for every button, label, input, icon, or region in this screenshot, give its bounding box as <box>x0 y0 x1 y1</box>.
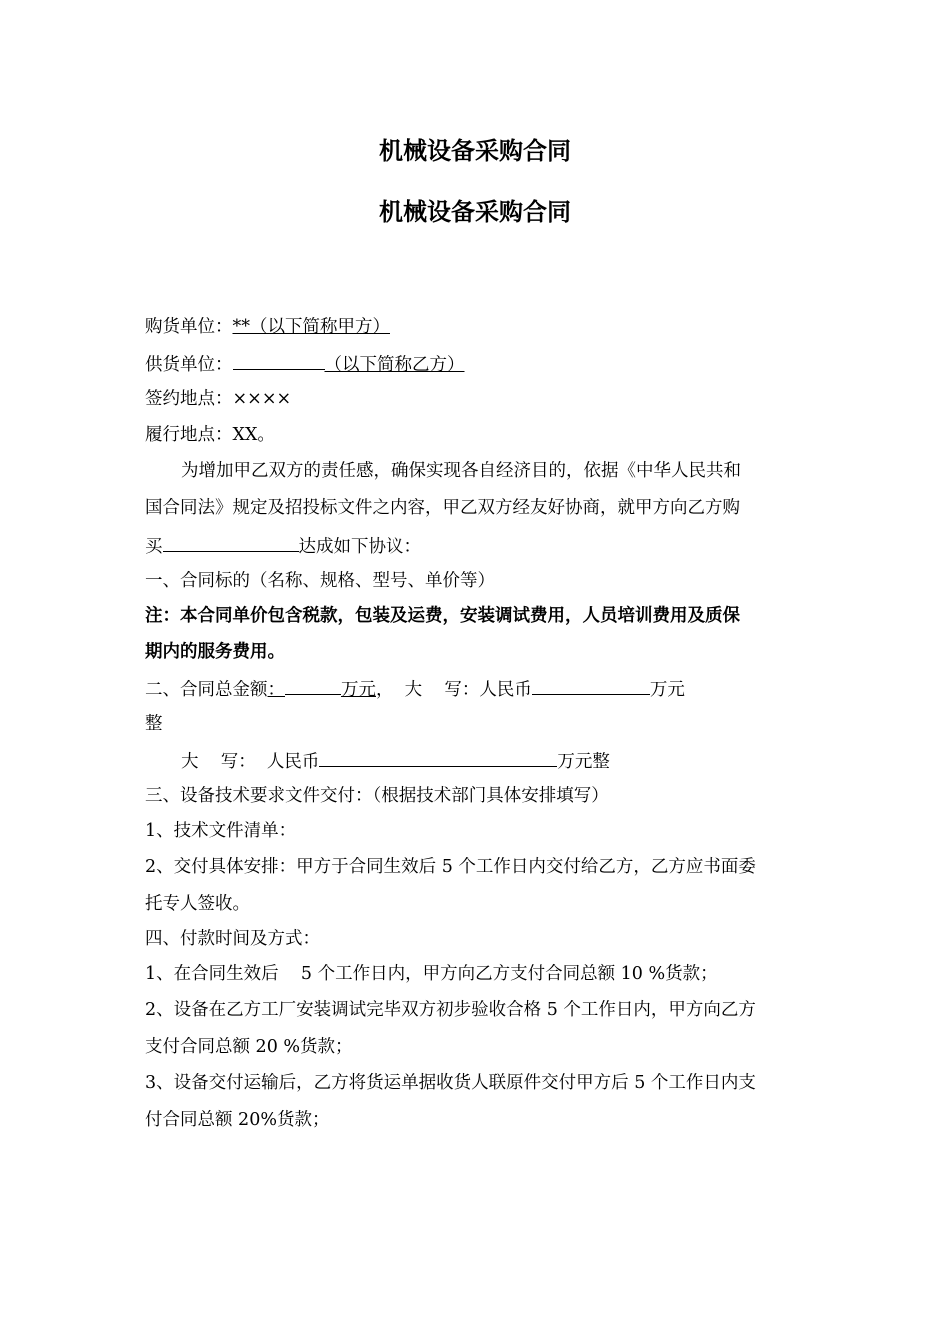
buyer-line <box>145 316 815 338</box>
amount-words-blank <box>532 677 650 695</box>
intro-line-2: 国合同法》规定及招投标文件之内容，甲乙双方经友好协商，就甲方向乙方购 <box>145 498 740 518</box>
perform-place: 履行地点：XX。 <box>145 425 275 445</box>
section-4-heading: 四、付款时间及方式： <box>145 929 320 949</box>
payment-3-line-2: 付合同总额 20%货款； <box>145 1110 330 1130</box>
amount-blank <box>285 677 341 695</box>
intro-line-3: 买 达成如下协议： <box>145 534 815 558</box>
supplier-label: 供货单位： <box>145 355 233 375</box>
buyer-value: **（以下简称甲方） <box>232 317 390 337</box>
payment-1: 1、在合同生效后 5 个工作日内，甲方向乙方支付合同总额 10 %货款； <box>145 964 718 984</box>
payment-2-line-1: 2、设备在乙方工厂安装调试完毕双方初步验收合格 5 个工作日内，甲方向乙方 <box>145 1000 756 1020</box>
supplier-blank <box>233 352 325 370</box>
supplier-line <box>145 352 815 376</box>
section-1-heading: 一、合同标的（名称、规格、型号、单价等） <box>145 571 495 591</box>
daxie-blank <box>319 749 557 767</box>
payment-3-line-1: 3、设备交付运输后，乙方将货运单据收货人联原件交付甲方后 5 个工作日内支 <box>145 1073 756 1093</box>
section-2-continued: 整 <box>145 714 163 734</box>
buyer-label: 购货单位： <box>145 317 233 337</box>
purchase-item-blank <box>163 534 299 552</box>
section-3-heading: 三、设备技术要求文件交付：（根据技术部门具体安排填写） <box>145 786 609 806</box>
intro-line-1: 为增加甲乙双方的责任感，确保实现各自经济目的，依据《中华人民共和 <box>181 461 741 481</box>
delivery-line-1: 2、交付具体安排：甲方于合同生效后 5 个工作日内交付给乙方，乙方应书面委 <box>145 857 756 877</box>
section-2-heading: 二、合同总金额： 万元， 大 写：人民币 万元 <box>145 677 815 701</box>
note-line-1: 注：本合同单价包含税款，包装及运费，安装调试费用，人员培训费用及质保 <box>145 606 740 626</box>
note-line-2: 期内的服务费用。 <box>145 642 285 662</box>
supplier-note: （以下简称乙方） <box>324 355 465 375</box>
payment-2-line-2: 支付合同总额 20 %货款； <box>145 1037 353 1057</box>
document-title: 机械设备采购合同 <box>379 137 571 165</box>
tech-docs-list: 1、技术文件清单： <box>145 821 297 841</box>
sign-place: 签约地点：×××× <box>145 389 292 409</box>
document-subtitle: 机械设备采购合同 <box>379 198 571 226</box>
delivery-line-2: 托专人签收。 <box>145 894 250 914</box>
daxie-line: 大 写： 人民币 万元整 <box>145 749 851 773</box>
